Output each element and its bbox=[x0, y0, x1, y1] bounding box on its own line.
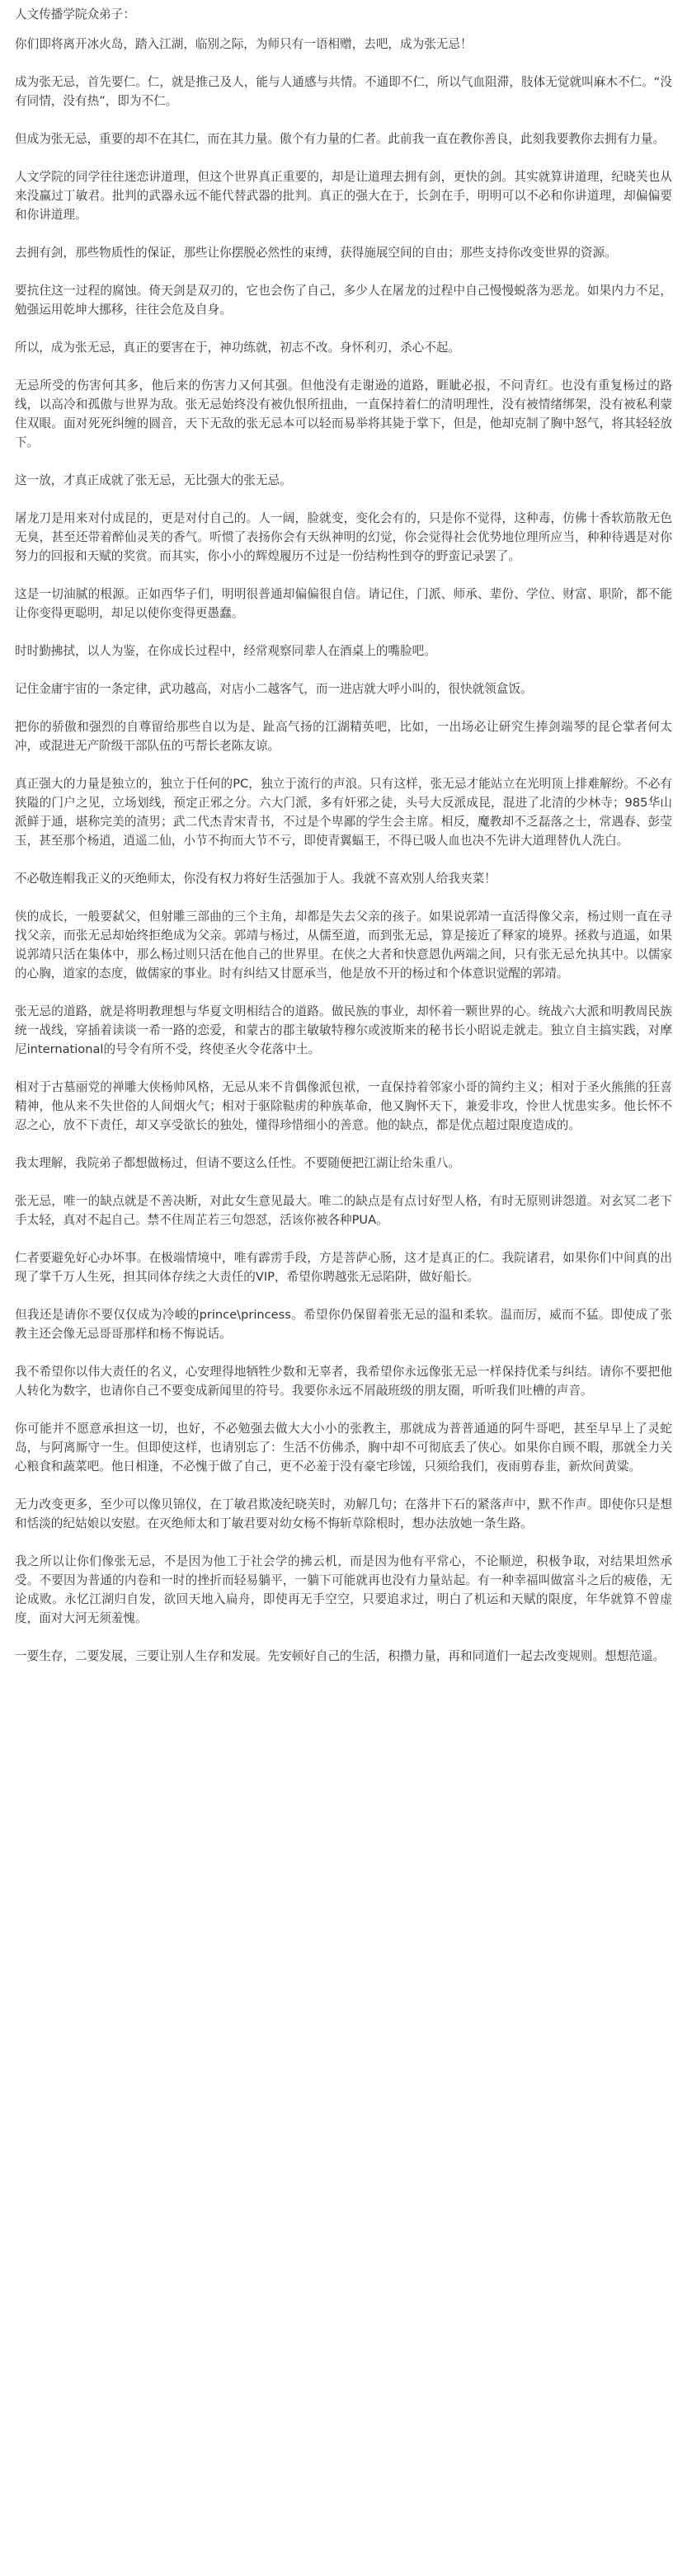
paragraph: 侠的成长，一般要弑父，但射雕三部曲的三个主角，却都是失去父亲的孩子。如果说郭靖一直活得像父亲，杨过则一直在寻找父亲，而张无忌却始终拒绝成为父亲。郭靖与杨过，从儒至道，而到张无忌，算是接近了释家的境界。拯救与逍遥，如果说郭靖只活在集体中，那么杨过则只活在他自己的世界里。在侠之大者和快意恩仇两端之间，只有张无忌允执其中。以儒家的心胸，道家的态度，做儒家的事业。时有纠结又甘愿承当，他是放不开的杨过和个体意识觉醒的郭靖。 bbox=[15, 910, 672, 980]
paragraph: 把你的骄傲和强烈的自尊留给那些自以为是、趾高气扬的江湖精英吧，比如，一出场必让研究生捧剑端琴的昆仑掌者何太冲，或混进无产阶级干部队伍的丐帮长老陈友谅。 bbox=[15, 720, 672, 753]
paragraph: 张无忌的道路，就是将明教理想与华夏文明相结合的道路。做民族的事业，却怀着一颗世界的心。统战六大派和明教周民族统一战线，穿插着读谈一希一路的恋爱，和蒙古的郡主敏敏特穆尔或波斯来的秘书长小昭说走就走。独立自主搞实践，对摩尼international的号令有所不受，终使圣火令花落中土。 bbox=[15, 1004, 672, 1056]
paragraph: 所以，成为张无忌，真正的要害在于，神功练就，初志不改。身怀利刃，杀心不起。 bbox=[15, 341, 460, 355]
paragraph: 记住金庸宇宙的一条定律，武功越高，对店小二越客气，而一进店就大呼小叫的，很快就领盒饭。 bbox=[15, 682, 533, 696]
paragraph: 要抗住这一过程的腐蚀。倚天剑是双刃的，它也会伤了自己，多少人在屠龙的过程中自己慢慢蜕落为恶龙。如果内力不足，勉强运用乾坤大挪移，往往会危及自身。 bbox=[15, 284, 672, 317]
paragraph: 你可能并不愿意承担这一切，也好，不必勉强去做大大小小的张教主，那就成为普普通通的阿牛哥吧，甚至早早上了灵蛇岛，与阿离厮守一生。但即使这样，也请别忘了：生活不仿佛杀，胸中却不可彻底丢了侠心。如果你自顾不暇，那就全力关心粮食和蔬菜吧。他日相逢，不必愧于做了自己，更不必羞于没有豪宅珍馐，只须给我们，夜雨剪春韭，新炊间黄粱。 bbox=[15, 1422, 672, 1474]
paragraph: 我不希望你以伟大责任的名义，心安理得地牺牲少数和无辜者，我希望你永远像张无忌一样保持优柔与纠结。请你不要把他人转化为数字，也请你自己不要变成新闻里的符号。我要你永远不屑敲班级的朋友圈，听听我们吐槽的声音。 bbox=[15, 1365, 672, 1398]
paragraph: 这一放，才真正成就了张无忌，无比强大的张无忌。 bbox=[15, 473, 292, 487]
paragraph: 但我还是请你不要仅仅成为冷峻的prince\princess。希望你仍保留着张无忌的温和柔软。温而厉，威而不猛。即使成了张教主还会像无忌哥哥那样和杨不悔说话。 bbox=[15, 1308, 672, 1341]
paragraph: 仁者要避免好心办坏事。在极端情境中，唯有霹雳手段，方是菩萨心肠，这才是真正的仁。我院诸君，如果你们中间真的出现了掌千万人生死，担其同体存续之大责任的VIP，希望你聘越张无忌陷阱，做好船长。 bbox=[15, 1251, 672, 1284]
paragraph: 人文学院的同学往往迷恋讲道理，但这个世界真正重要的，却是让道理去拥有剑，更快的剑。其实就算讲道理，纪晓芙也从来没赢过丁敏君。批判的武器永远不能代替武器的批判。真正的强大在于，长剑在手，明明可以不必和你讲道理，却偏偏要和你讲道理。 bbox=[15, 170, 672, 222]
paragraph: 张无忌，唯一的缺点就是不善决断，对此女生意见最大。唯二的缺点是有点讨好型人格，有时无原则讲怨道。对玄冥二老下手太轻，真对不起自己。禁不住周芷若三句怨怼，活该你被各种PUA。 bbox=[15, 1194, 672, 1227]
paragraph: 不必敬连帽我正义的灭绝师太，你没有权力将好生活强加于人。我就不喜欢别人给我夹菜！ bbox=[15, 872, 496, 886]
paragraph: 去拥有剑，那些物质性的保证，那些让你摆脱必然性的束缚，获得施展空间的自由；那些支持你改变世界的资源。 bbox=[15, 246, 617, 260]
paragraph: 一要生存，二要发展，三要让别人生存和发展。先安顿好自己的生活，积攒力量，再和同道们一起去改变规则。想想范遥。 bbox=[15, 1649, 666, 1663]
paragraph: 成为张无忌，首先要仁。仁，就是推己及人，能与人通感与共情。不通即不仁，所以气血阻滞，肢体无觉就叫麻木不仁。“没有同情，没有热”，即为不仁。 bbox=[15, 75, 672, 108]
paragraph: 屠龙刀是用来对付成昆的，更是对付自己的。人一阔，脸就变，变化会有的，只是你不觉得，这种毒，仿佛十香软筋散无色无臭，甚至还带着醉仙灵芙的香气。听惯了表扬你会有天纵神明的幻觉，你会觉得社会优势地位理所应当，种种待遇是对你努力的回报和天赋的奖赏。而其实，你小小的辉煌履历不过是一份结构性到夺的野蛮记录罢了。 bbox=[15, 511, 672, 563]
paragraph: 无忌所受的伤害何其多，他后来的伤害力又何其强。但他没有走谢逊的道路，睚眦必报，不问青红。也没有重复杨过的路线，以高冷和孤傲与世界为敌。张无忌始终没有被仇恨所扭曲，一直保持着仁的清明理性，没有被情绪绑架，没有被私利蒙住双眼。面对死死纠缠的圆音，天下无敌的张无忌本可以轻而易举将其毙于掌下，但是，他却克制了胸中怒气，将其轻轻放下。 bbox=[15, 378, 672, 449]
paragraph: 时时勤拂拭，以人为鉴，在你成长过程中，经常观察同辈人在酒桌上的嘴脸吧。 bbox=[15, 644, 436, 658]
paragraph: 我太理解，我院弟子都想做杨过，但请不要这么任性。不要随便把江湖让给朱重八。 bbox=[15, 1156, 460, 1170]
paragraph: 但成为张无忌，重要的却不在其仁，而在其力量。傲个有力量的仁者。此前我一直在教你善良，此刻我要教你去拥有力量。 bbox=[15, 132, 666, 146]
paragraph: 相对于古墓丽党的禅雕大侠杨帅风格，无忌从来不肯偶像派包袱，一直保持着邻家小哥的简约主义；相对于圣火熊熊的狂喜精神，他从来不失世俗的人间烟火气；相对于驱除鞑虏的种族革命，他又胸怀天下，兼爱非攻，怜世人忧患实多。他长怀不忍之心，放不下责任，却又享受欲长的独处，懂得珍惜细小的善意。他的缺点，都是优点超过限度造成的。 bbox=[15, 1080, 672, 1132]
paragraph: 无力改变更多，至少可以像贝锦仪，在丁敏君欺凌纪晓芙时，劝解几句；在落井下石的紧落声中，默不作声。即使你只是想和恬淡的纪姑娘以安慰。在灭绝师太和丁敏君要对幼女杨不悔斩草除根时，想办法放她一条生路。 bbox=[15, 1497, 672, 1530]
paragraph: 我之所以让你们像张无忌，不是因为他工于社会学的拂云机，而是因为他有平常心，不论顺逆，积极争取，对结果坦然承受。不要因为普通的内卷和一时的挫折而轻易躺平，一躺下可能就再也没有力量站起。有一种幸福叫做富斗之后的疲倦，无论成败。永忆江湖归自发，欲回天地入扁舟，即使再无手空空，只要追求过，明白了机运和天赋的限度，年华就算不曾虚度，面对大河无须羞愧。 bbox=[15, 1554, 672, 1625]
letter-greeting: 人文传播学院众弟子： bbox=[15, 7, 135, 21]
paragraph: 真正强大的力量是独立的，独立于任何的PC，独立于流行的声浪。只有这样，张无忌才能站立在光明顶上排难解纷。不必有狭隘的门户之见，立场划线，预定正邪之分。六大门派，多有奸邪之徒，头号大反派成昆，混进了北清的少林寺；985华山派鲜于通，堪称完美的渣男；武二代杰青宋青书，不过是个卑鄙的学生会主席。相反，魔教却不乏磊落之士，常遇春、彭莹玉，甚至那个杨逍，逍遥二仙，小节不拘而大节不亏，即使青翼蝠王，不得已吸人血也决不先讲大道理替仇人洗白。 bbox=[15, 777, 672, 848]
paragraph: 这是一切油腻的根源。正如西华子们，明明很普通却偏偏很自信。请记住，门派、师承、辈份、学位、财富、职阶，都不能让你变得更聪明，却足以使你变得更愚蠢。 bbox=[15, 587, 672, 620]
paragraph: 你们即将离开冰火岛，踏入江湖，临别之际，为师只有一语相赠，去吧，成为张无忌！ bbox=[15, 37, 473, 51]
